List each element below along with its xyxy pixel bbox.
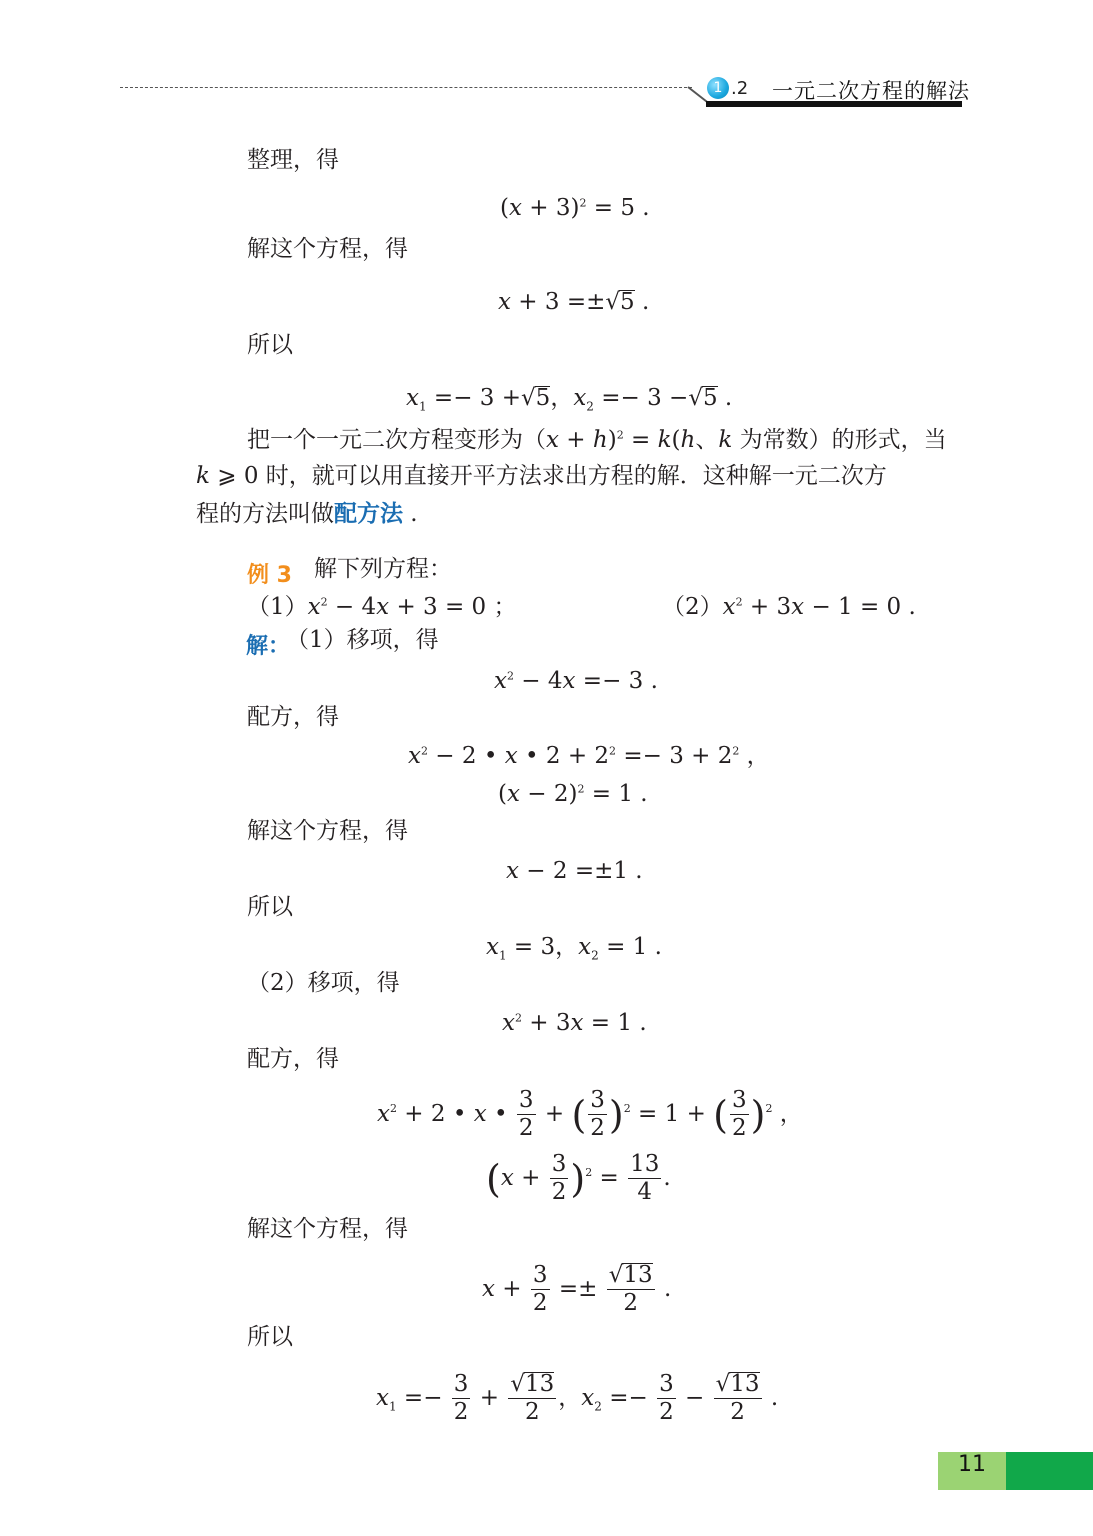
text-jie: 解这个方程，得: [247, 1216, 408, 1242]
question-2: $(2)x^2 + 3x - 1 = 0$ .: [662, 594, 916, 620]
equation: $x_1 =- 3 +√5$，$x_2 =- 3 -√5$ .: [406, 385, 733, 414]
section-title: 一元二次方程的解法: [772, 79, 970, 103]
equation: $x^2 - 4x =- 3$ .: [494, 668, 658, 694]
equation: x − 2 =±1 .: [506, 858, 643, 884]
paragraph-line-3: 程的方法叫做配方法 .: [196, 501, 418, 527]
equation: $(x + 3)^2 = 5$ .: [500, 195, 650, 221]
example-label: 例 3: [247, 563, 292, 588]
equation: $x_1$ =− $\frac{3}{2}$ + $\frac{√13}{2}$ ，$x_2$ =− $\frac{3}{2}$ − $\frac{√13}{2}$ .: [376, 1371, 779, 1426]
text-jie: 解这个方程，得: [247, 236, 408, 262]
text-suoyi: 所以: [247, 894, 293, 920]
text-peifang: 配方，得: [247, 704, 339, 730]
page-number: 11: [958, 1452, 986, 1477]
equation: x + $\frac{3}{2}$ =± $\frac{√13}{2}$ .: [482, 1262, 672, 1317]
key-term: 配方法: [334, 501, 403, 527]
equation: $x^2 - 2$ • x • $2 + 2^2 =- 3 + 2^2$ ，: [408, 743, 770, 769]
text-jie: 解这个方程，得: [247, 818, 408, 844]
page-number-tab-dark: [1006, 1452, 1093, 1490]
chapter-badge: 1: [707, 77, 729, 99]
text-peifang: 配方，得: [247, 1046, 339, 1072]
equation: x + 3 =±√5 .: [498, 289, 650, 315]
section-number: .2: [731, 78, 749, 99]
equation: $(x - 2)^2 = 1$ .: [498, 781, 648, 807]
equation: (x + $\frac{3}{2}$ )$^2$ = $\frac{13}{4}$ .: [486, 1151, 671, 1206]
equation: $x_1 = 3$，$x_2 = 1$ .: [486, 934, 662, 963]
paragraph-line-2: k ⩾ 0 时，就可以用直接开平方法求出方程的解．这种解一元二次方: [196, 463, 887, 489]
header-dashed-rule: [120, 87, 692, 88]
text-suoyi: 所以: [247, 332, 293, 358]
text-zhengli: 整理，得: [247, 147, 339, 173]
text-suoyi: 所以: [247, 1324, 293, 1350]
example-text: 解下列方程：: [314, 556, 452, 582]
equation: $x^2 + 3x = 1$ .: [502, 1010, 647, 1036]
solution-label: 解：: [246, 634, 291, 659]
question-1: $(1)x^2 - 4x + 3 = 0$ ；: [247, 594, 517, 620]
paragraph-line-1: 把一个一元二次方程变形为（x + h)$^2$ = k(h、k 为常数）的形式，当: [247, 427, 947, 453]
equation: $x^2 + 2$ • x • $\frac{3}{2}$ + ( $\frac{3}{2}$ )$^2$ = 1 + ( $\frac{3}{2}$ )$^2$ ，: [377, 1087, 803, 1142]
text-step: （2）移项，得: [247, 970, 400, 996]
text-step: （1）移项，得: [286, 627, 439, 653]
